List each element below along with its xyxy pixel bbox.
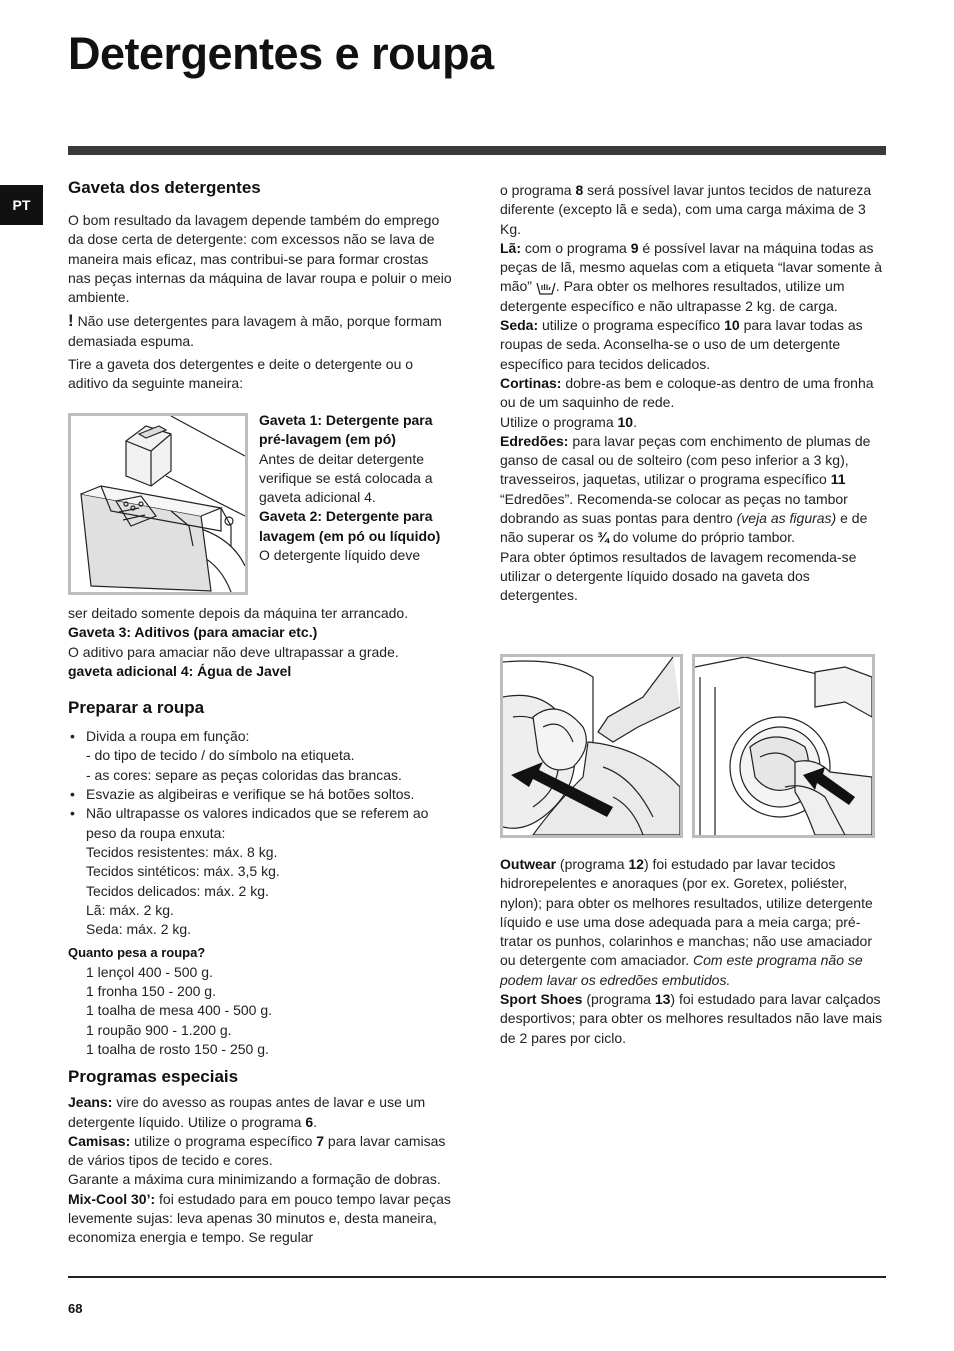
preparar-list [68, 727, 454, 939]
right-column [500, 181, 886, 606]
quanto-pesa-title: Quanto pesa a roupa? [68, 945, 206, 961]
duvet-loading-figure-2 [692, 654, 875, 838]
right-column-bottom [500, 855, 886, 1048]
gaveta-3-text: O aditivo para amaciar não deve ultrapassar a grade. [68, 643, 399, 660]
edredoes-paragraph: Edredões: para lavar peças com enchimento de plumas de ganso de casal ou de solteiro (com peso inferior a 3 kg), travesseiros, jaquetas, utilizar o programa específico 11 “Edredões”. Recomenda-se colocar as peças no tambor dobrando as suas pontas para dentro (veja as figuras) e de não superar os ¾ do volume do próprio tambor. [500, 432, 871, 546]
gaveta-intro: O bom resultado da lavagem depende também do emprego da dose certa de detergente: com excessos não se lava de maneira mais eficaz, mas contribui-se para formar crostas nas peças internas da máquina de lavar roupa e poluir o meio ambiente. [68, 212, 452, 306]
camisas-paragraph: Camisas: utilize o programa específico 7 para lavar camisas de vários tipos de tecido e cores. [68, 1132, 446, 1169]
gaveta-instructions: Tire a gaveta dos detergentes e deite o detergente ou o aditivo da seguinte maneira: [68, 356, 414, 392]
warning-icon: ! [68, 311, 74, 331]
gaveta-1-title: Gaveta 1: Detergente para pré-lavagem (em pó) [259, 412, 433, 448]
gaveta-1-text: Antes de deitar detergente verifique se está colocada a gaveta adicional 4. [259, 450, 433, 506]
optimos-paragraph: Para obter óptimos resultados de lavagem recomenda-se utilizar o detergente líquido dosado na gaveta dos detergentes. [500, 548, 857, 604]
gaveta-4-title: gaveta adicional 4: Água de Javel [68, 662, 292, 679]
gaveta-2-text: O detergente líquido deve [259, 547, 421, 564]
hand-wash-icon [536, 281, 556, 295]
drawer-captions [259, 411, 455, 565]
header-rule [68, 146, 886, 155]
list-item: • Esvazie as algibeiras e verifique se há botões soltos. [68, 785, 454, 804]
sport-shoes-paragraph: Sport Shoes (programa 13) foi estudado para lavar calçados desportivos; para obter os melhores resultados não lave mais de 2 pares por ciclo. [500, 991, 883, 1046]
gaveta-2-text-cont: ser deitado somente depois da máquina ter arrancado. [68, 605, 409, 621]
page-title: Detergentes e roupa [68, 28, 494, 79]
gaveta-2-title: Gaveta 2: Detergente para lavagem (em pó ou líquido) [259, 508, 441, 544]
mixcool-paragraph-cont: o programa 8 será possível lavar juntos tecidos de natureza diferente (excepto lã e seda), com uma carga máxima de 3 Kg. [500, 182, 872, 237]
seda-paragraph: Seda: utilize o programa específico 10 para lavar todas as roupas de seda. Aconselha-se o uso de um detergente específico para tecidos delicados. [500, 317, 863, 372]
left-column [68, 178, 454, 394]
heading-gaveta: Gaveta dos detergentes [68, 178, 261, 197]
warning-text: Não use detergentes para lavagem à mão, porque formam demasiada espuma. [68, 313, 442, 349]
heading-preparar: Preparar a roupa [68, 698, 205, 718]
cortinas-paragraph: Cortinas: dobre-as bem e coloque-as dentro de uma fronha ou de um saquinho de rede. [500, 374, 874, 411]
list-item: • Divida a roupa em função: - do tipo de tecido / do símbolo na etiqueta. - as cores: separe as peças coloridas das brancas. [68, 727, 454, 785]
language-tab: PT [0, 185, 43, 225]
drawer-captions-cont [68, 604, 454, 1248]
heading-programas: Programas especiais [68, 1067, 239, 1087]
gaveta-3-title: Gaveta 3: Aditivos (para amaciar etc.) [68, 624, 318, 641]
la-paragraph: Lã: com o programa 9 é possível lavar na máquina todas as peças de lã, mesmo aquelas com a etiqueta “lavar somente à mão” . Para obter os melhores resultados, utilize um detergente específico e não ultrapasse 2 kg. de carga. [500, 239, 883, 314]
footer-rule [68, 1276, 886, 1278]
jeans-paragraph: Jeans: vire do avesso as roupas antes de lavar e use um detergente líquido. Utilize o programa 6. [68, 1094, 426, 1130]
outwear-paragraph: Outwear (programa 12) foi estudado par lavar tecidos hidrorepelentes e anoraques (por ex. Goretex, poliéster, nylon); para obter os melhores resultados, utilize detergente líquido e use uma dose adequada para a meia carga; pré-tratar os punhos, colarinhos e manchas; não use amaciador ou detergente com amaciador. Com este programa não se podem lavar os edredões embutidos. [500, 856, 873, 988]
detergent-drawer-figure [68, 413, 248, 595]
weights-list: 1 lençol 400 - 500 g. 1 fronha 150 - 200 g. 1 toalha de mesa 400 - 500 g. 1 roupão 900 - 1.200 g. 1 toalha de rosto 150 - 250 g. [86, 963, 273, 1057]
duvet-loading-figure-1 [500, 654, 683, 838]
camisas-paragraph-2: Garante a máxima cura minimizando a formação de dobras. [68, 1171, 441, 1188]
mixcool-paragraph: Mix-Cool 30’: foi estudado para em pouco tempo lavar peças levemente sujas: leva apenas 30 minutos e, desta maneira, economiza energia e tempo. Se regular [68, 1190, 451, 1246]
warning-note [68, 311, 454, 351]
drawer-illustration [71, 416, 245, 592]
page-number: 68 [68, 1301, 83, 1316]
duvet-illustration-2 [695, 657, 872, 835]
duvet-illustration-1 [503, 657, 680, 835]
cortinas-paragraph-2: Utilize o programa 10. [500, 413, 637, 430]
list-item: • Não ultrapasse os valores indicados que se referem ao peso da roupa enxuta: Tecidos resistentes: máx. 8 kg. Tecidos sintéticos: máx. 3,5 kg. Tecidos delicados: máx. 2 kg. Lã: máx. 2 kg. Seda: máx. 2 kg. [68, 804, 454, 939]
